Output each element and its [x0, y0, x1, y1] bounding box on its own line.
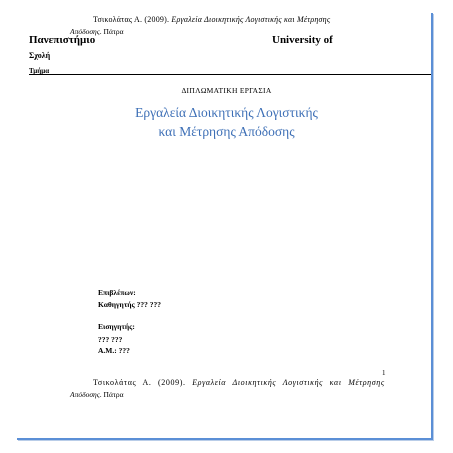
page-border — [17, 13, 433, 440]
header-citation-place: . Πάτρα — [99, 27, 124, 36]
thesis-title-line2: και Μέτρησης Απόδοσης — [158, 124, 295, 139]
student-id: Α.Μ.: ??? — [98, 346, 130, 355]
header-divider — [29, 74, 431, 75]
student-name: ??? ??? — [98, 335, 123, 344]
header-citation-title-end: Απόδοσης — [70, 27, 100, 36]
university-name-english: University of — [272, 34, 333, 46]
school-label: Σχολή — [29, 51, 51, 60]
footer-citation-line1 — [93, 378, 385, 387]
supervisor-name: Καθηγητής ??? ??? — [98, 300, 161, 309]
footer-citation-title-end: Απόδοσης — [70, 390, 100, 399]
header-citation-title: Εργαλεία Διοικητικής Λογιστικής και Μέτρησης — [171, 15, 331, 24]
footer-citation-place: . Πάτρα — [99, 390, 124, 399]
footer-citation-title: Εργαλεία Διοικητικής Λογιστικής και Μέτρησης — [192, 378, 385, 387]
header-citation-line1 — [93, 15, 330, 24]
department-label: Τμήμα — [29, 67, 50, 75]
footer-citation-authors: Τσικολάτας Α. (2009). — [93, 378, 186, 387]
page-number: 1 — [382, 369, 386, 377]
footer-citation-line2 — [70, 390, 124, 399]
student-label: Εισηγητής: — [98, 322, 135, 331]
header-citation-authors: Τσικολάτας Α. (2009). — [93, 15, 170, 24]
university-name-greek: Πανεπιστήμιο — [29, 34, 96, 46]
thesis-type: ΔΙΠΛΩΜΑΤΙΚΗ ΕΡΓΑΣΙΑ — [181, 86, 272, 95]
supervisor-label: Επιβλέπων: — [98, 288, 136, 297]
thesis-title-line1: Εργαλεία Διοικητικής Λογιστικής — [135, 105, 318, 120]
